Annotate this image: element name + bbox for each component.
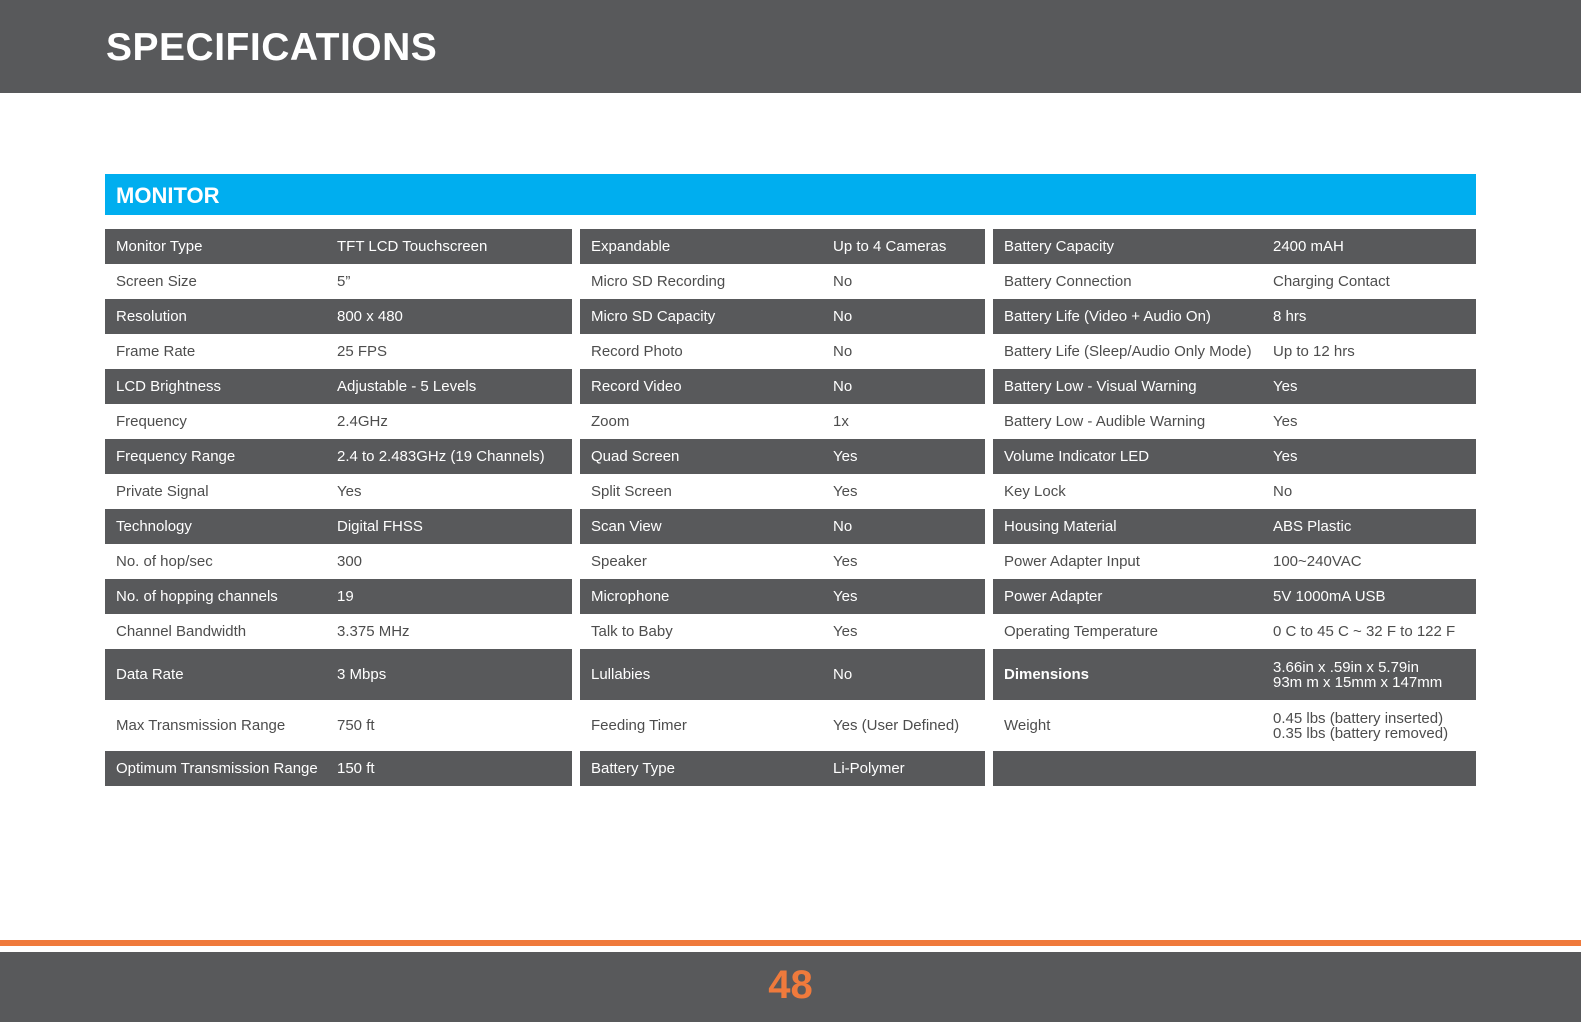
spec-row [580,264,985,299]
spec-value: No [833,378,853,395]
spec-row [993,404,1476,439]
spec-value: TFT LCD Touchscreen [337,238,488,255]
spec-value: No [1273,483,1293,500]
spec-label: Monitor Type [116,238,203,255]
spec-row [993,474,1476,509]
spec-label: Battery Low - Audible Warning [1004,413,1206,430]
spec-label: LCD Brightness [116,378,222,395]
spec-value: Yes [833,588,858,605]
spec-row [993,369,1476,404]
spec-row [993,334,1476,369]
section-title: MONITOR [116,183,220,208]
spec-label: Resolution [116,308,187,325]
spec-value: Yes (User Defined) [833,717,960,734]
spec-row [580,474,985,509]
spec-value: Yes [1273,413,1298,430]
spec-label: Volume Indicator LED [1004,448,1150,465]
spec-row [580,544,985,579]
spec-row [580,334,985,369]
spec-label: Battery Low - Visual Warning [1004,378,1197,395]
spec-label: Expandable [591,238,671,255]
spec-value: 5” [337,273,351,290]
spec-label: Technology [116,518,192,535]
spec-value: 150 ft [337,760,375,777]
spec-label: Micro SD Recording [591,273,726,290]
spec-value: Adjustable - 5 Levels [337,378,477,395]
spec-value: 8 hrs [1273,308,1307,325]
spec-label: Power Adapter [1004,588,1103,605]
spec-label: Battery Life (Sleep/Audio Only Mode) [1004,343,1252,360]
spec-label: Power Adapter Input [1004,553,1140,570]
spec-row [993,439,1476,474]
spec-value: Li-Polymer [833,760,905,777]
spec-value-line: 3.66in x .59in x 5.79in [1273,658,1419,676]
spec-label: Frame Rate [116,343,196,360]
spec-label: Private Signal [116,483,209,500]
spec-value [1273,649,1442,700]
spec-label: Frequency Range [116,448,236,465]
spec-label: No. of hop/sec [116,553,213,570]
spec-value: 2.4 to 2.483GHz (19 Channels) [337,448,545,465]
spec-label: Micro SD Capacity [591,308,716,325]
spec-row [105,509,572,544]
spec-value: Yes [337,483,362,500]
spec-value: 25 FPS [337,343,388,360]
spec-value: Charging Contact [1273,273,1390,290]
spec-label: Zoom [591,413,630,430]
spec-row [580,439,985,474]
spec-value [1273,700,1448,751]
spec-value: 800 x 480 [337,308,403,325]
spec-label: Screen Size [116,273,197,290]
spec-label: Battery Capacity [1004,238,1115,255]
spec-label: Housing Material [1004,518,1117,535]
spec-value: 2400 mAH [1273,238,1344,255]
spec-column-3 [993,229,1476,786]
spec-label: Talk to Baby [591,623,673,640]
spec-row [993,614,1476,649]
spec-value: Yes [833,553,858,570]
spec-row [105,299,572,334]
spec-label: Speaker [591,553,647,570]
spec-row [105,264,572,299]
spec-value: Yes [833,448,858,465]
spec-label: Battery Type [591,760,675,777]
spec-row [993,751,1476,786]
spec-label: Channel Bandwidth [116,623,247,640]
spec-value: 750 ft [337,717,375,734]
spec-value: Up to 4 Cameras [833,238,947,255]
spec-label: Record Video [591,378,682,395]
spec-row [993,544,1476,579]
spec-value: No [833,273,853,290]
spec-row [105,544,572,579]
spec-row [105,369,572,404]
spec-label: Dimensions [1004,666,1090,683]
spec-row [580,649,985,700]
spec-value: 3.375 MHz [337,623,410,640]
spec-label: Scan View [591,518,662,535]
spec-row [105,474,572,509]
spec-value: 100~240VAC [1273,553,1362,570]
spec-value: 19 [337,588,354,605]
spec-value-line: 0.35 lbs (battery removed) [1273,724,1449,742]
spec-row [105,229,572,264]
spec-row [993,579,1476,614]
spec-value: No [833,308,853,325]
spec-value: 2.4GHz [337,413,388,430]
spec-row [580,229,985,264]
spec-label: Lullabies [591,666,651,683]
spec-row [105,439,572,474]
spec-row [993,649,1476,700]
spec-column-1 [105,229,572,786]
spec-row [580,700,985,751]
spec-row [993,229,1476,264]
spec-row [993,509,1476,544]
spec-label: Operating Temperature [1004,623,1158,640]
spec-row [105,614,572,649]
spec-row [105,700,572,751]
spec-row [105,579,572,614]
section-header-monitor [105,174,1476,215]
spec-value: 5V 1000mA USB [1273,588,1386,605]
spec-label: Optimum Transmission Range [116,760,318,777]
spec-row [580,369,985,404]
spec-row [580,404,985,439]
spec-value: 0 C to 45 C ~ 32 F to 122 F [1273,623,1456,640]
spec-label: Battery Connection [1004,273,1132,290]
spec-row [580,579,985,614]
spec-label: Max Transmission Range [116,717,286,734]
spec-label: No. of hopping channels [116,588,278,605]
spec-value: No [833,343,853,360]
spec-value: Up to 12 hrs [1273,343,1355,360]
spec-label: Split Screen [591,483,672,500]
spec-value: ABS Plastic [1273,518,1352,535]
spec-row [580,751,985,786]
spec-column-2 [580,229,985,786]
spec-value: 300 [337,553,363,570]
spec-row [580,614,985,649]
spec-label: Battery Life (Video + Audio On) [1004,308,1211,325]
spec-row [105,751,572,786]
spec-row [105,404,572,439]
spec-value: 1x [833,413,849,430]
spec-value: Yes [833,623,858,640]
spec-value: Yes [833,483,858,500]
spec-value-line: 0.45 lbs (battery inserted) [1273,709,1444,727]
spec-label: Weight [1004,717,1051,734]
page-title: SPECIFICATIONS [106,26,438,69]
spec-row [580,299,985,334]
spec-value: No [833,518,853,535]
spec-value: No [833,666,853,683]
spec-row [105,334,572,369]
spec-value: Digital FHSS [337,518,423,535]
footer-band [0,952,1581,1022]
spec-value: 3 Mbps [337,666,387,683]
spec-label: Key Lock [1004,483,1066,500]
spec-label: Microphone [591,588,670,605]
spec-label: Data Rate [116,666,184,683]
spec-label: Record Photo [591,343,683,360]
spec-row [993,700,1476,751]
spec-label: Feeding Timer [591,717,687,734]
header-band [0,0,1581,93]
spec-row [993,264,1476,299]
spec-label: Quad Screen [591,448,680,465]
spec-label: Frequency [116,413,187,430]
spec-value-line: 93m m x 15mm x 147mm [1273,673,1443,691]
spec-row [993,299,1476,334]
spec-value: Yes [1273,378,1298,395]
spec-row [105,649,572,700]
footer-divider [0,940,1581,946]
spec-row [580,509,985,544]
page-number: 48 [768,963,813,1007]
spec-value: Yes [1273,448,1298,465]
